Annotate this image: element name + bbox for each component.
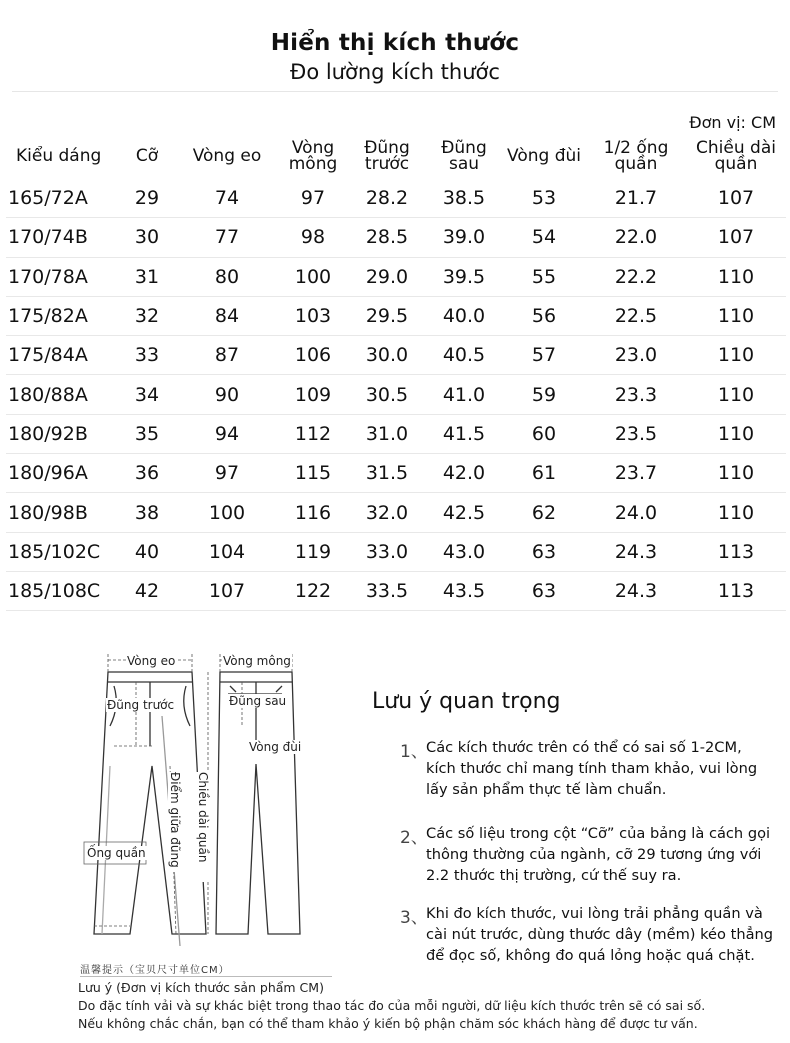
table-cell: 104 [176,532,278,571]
table-cell: 107 [686,218,786,257]
table-cell: 32 [118,296,176,335]
table-cell: 165/72A [6,179,118,218]
table-cell: 84 [176,296,278,335]
table-cell: 42.5 [426,493,502,532]
table-cell: 112 [278,414,348,453]
table-cell: 38.5 [426,179,502,218]
cn-note: 温馨提示（宝贝尺寸单位CM） [80,965,230,976]
leg-opening-label: Ống quần [87,846,146,860]
table-cell: 63 [502,571,586,610]
table-cell: 170/74B [6,218,118,257]
table-cell: 63 [502,532,586,571]
trousers-measurement-diagram [70,646,330,946]
table-cell: 110 [686,257,786,296]
table-cell: 175/82A [6,296,118,335]
column-header: Đũng sau [441,138,487,174]
table-row [6,257,786,296]
table-cell: 97 [176,454,278,493]
table-cell: 29.5 [348,296,426,335]
table-cell: 98 [278,218,348,257]
table-cell: 40.0 [426,296,502,335]
table-cell: 62 [502,493,586,532]
table-cell: 80 [176,257,278,296]
table-cell: 110 [686,296,786,335]
table-cell: 33 [118,336,176,375]
table-cell: 36 [118,454,176,493]
table-cell: 34 [118,375,176,414]
table-row [6,179,786,218]
table-cell: 122 [278,571,348,610]
divider [12,91,778,92]
table-cell: 32.0 [348,493,426,532]
note-number: 1、 [400,742,428,762]
front-rise-label: Đũng trước [107,698,175,712]
table-cell: 180/92B [6,414,118,453]
table-cell: 54 [502,218,586,257]
table-cell: 185/108C [6,571,118,610]
table-cell: 41.5 [426,414,502,453]
table-cell: 185/102C [6,532,118,571]
table-cell: 74 [176,179,278,218]
table-cell: 77 [176,218,278,257]
table-row [6,296,786,335]
column-header: Vòng đùi [507,146,581,166]
table-cell: 35 [118,414,176,453]
table-header-row [6,133,786,179]
page-title: Hiển thị kích thước [270,30,520,56]
table-cell: 23.0 [586,336,686,375]
table-cell: 100 [278,257,348,296]
page-subtitle: Đo lường kích thước [290,60,500,84]
table-cell: 113 [686,532,786,571]
column-header: Vòng mông [288,138,338,174]
size-table [6,133,786,611]
table-cell: 33.5 [348,571,426,610]
table-cell: 43.5 [426,571,502,610]
table-cell: 24.0 [586,493,686,532]
table-cell: 61 [502,454,586,493]
table-cell: 110 [686,454,786,493]
table-row [6,454,786,493]
table-cell: 22.5 [586,296,686,335]
column-header: Kiểu dáng [16,146,102,166]
column-header: Cỡ [135,146,159,166]
table-cell: 110 [686,336,786,375]
table-cell: 107 [176,571,278,610]
table-cell: 180/98B [6,493,118,532]
table-cell: 21.7 [586,179,686,218]
table-cell: 107 [686,179,786,218]
table-cell: 28.5 [348,218,426,257]
table-cell: 180/88A [6,375,118,414]
waist-label: Vòng eo [127,654,176,668]
table-cell: 33.0 [348,532,426,571]
table-cell: 115 [278,454,348,493]
table-cell: 31.0 [348,414,426,453]
table-row [6,414,786,453]
footer-line: Nếu không chắc chắn, bạn có thể tham khảo ý kiến bộ phận chăm sóc khách hàng để được tư vấn. [78,1016,698,1031]
thigh-label: Vòng đùi [249,740,302,754]
table-cell: 175/84A [6,336,118,375]
table-cell: 55 [502,257,586,296]
inseam-label: Điểm giữa đũng [168,772,182,872]
table-cell: 39.5 [426,257,502,296]
table-cell: 30.0 [348,336,426,375]
back-rise-label: Đũng sau [229,694,287,708]
note-text: Các kích thước trên có thể có sai số 1-2CM, kích thước chỉ mang tính tham khảo, vui lòng lấy sản phẩm thực tế làm chuẩn. [426,739,758,798]
table-cell: 39.0 [426,218,502,257]
table-cell: 22.2 [586,257,686,296]
table-cell: 97 [278,179,348,218]
table-cell: 23.5 [586,414,686,453]
table-cell: 29 [118,179,176,218]
table-cell: 22.0 [586,218,686,257]
divider [80,976,332,977]
table-cell: 43.0 [426,532,502,571]
table-row [6,375,786,414]
note-text: Các số liệu trong cột “Cỡ” của bảng là cách gọi thông thường của ngành, cỡ 29 tương ứng với 2.2 thước thị trường, cứ thế suy ra. [426,825,771,884]
table-cell: 110 [686,493,786,532]
table-row [6,218,786,257]
column-header: 1/2 ống quần [603,138,669,174]
table-cell: 31.5 [348,454,426,493]
table-cell: 110 [686,414,786,453]
table-cell: 100 [176,493,278,532]
footer-line: Do đặc tính vải và sự khác biệt trong thao tác đo của mỗi người, dữ liệu kích thước trên sẽ có sai số. [78,998,706,1013]
column-header: Đũng trước [364,138,410,174]
table-cell: 42 [118,571,176,610]
table-row [6,532,786,571]
table-cell: 24.3 [586,532,686,571]
table-cell: 38 [118,493,176,532]
table-cell: 59 [502,375,586,414]
hip-label: Vòng mông [223,654,291,668]
table-cell: 28.2 [348,179,426,218]
table-cell: 23.3 [586,375,686,414]
table-cell: 113 [686,571,786,610]
table-cell: 24.3 [586,571,686,610]
table-cell: 30.5 [348,375,426,414]
table-cell: 180/96A [6,454,118,493]
table-cell: 119 [278,532,348,571]
footer-line: Lưu ý (Đơn vị kích thước sản phẩm CM) [78,980,324,995]
table-cell: 53 [502,179,586,218]
note-number: 3、 [400,908,428,928]
table-cell: 103 [278,296,348,335]
table-cell: 170/78A [6,257,118,296]
table-cell: 110 [686,375,786,414]
table-cell: 40 [118,532,176,571]
table-row [6,336,786,375]
table-cell: 31 [118,257,176,296]
table-cell: 57 [502,336,586,375]
notes-title: Lưu ý quan trọng [372,689,561,714]
table-cell: 30 [118,218,176,257]
unit-label: Đơn vị: CM [689,113,776,132]
table-cell: 94 [176,414,278,453]
table-cell: 109 [278,375,348,414]
table-row [6,493,786,532]
table-cell: 40.5 [426,336,502,375]
column-header: Vòng eo [192,146,262,166]
table-cell: 90 [176,375,278,414]
table-row [6,571,786,610]
column-header: Chiều dài quần [696,138,776,174]
table-cell: 41.0 [426,375,502,414]
table-cell: 60 [502,414,586,453]
note-text: Khi đo kích thước, vui lòng trải phẳng quần và cài nút trước, dùng thước dây (mềm) kéo thẳng để đọc số, không đo quá lỏng hoặc quá chặt. [426,905,774,964]
table-cell: 42.0 [426,454,502,493]
table-cell: 87 [176,336,278,375]
note-number: 2、 [400,828,428,848]
table-cell: 29.0 [348,257,426,296]
table-cell: 23.7 [586,454,686,493]
table-cell: 116 [278,493,348,532]
table-cell: 106 [278,336,348,375]
table-cell: 56 [502,296,586,335]
length-label: Chiều dài quần [196,772,210,882]
